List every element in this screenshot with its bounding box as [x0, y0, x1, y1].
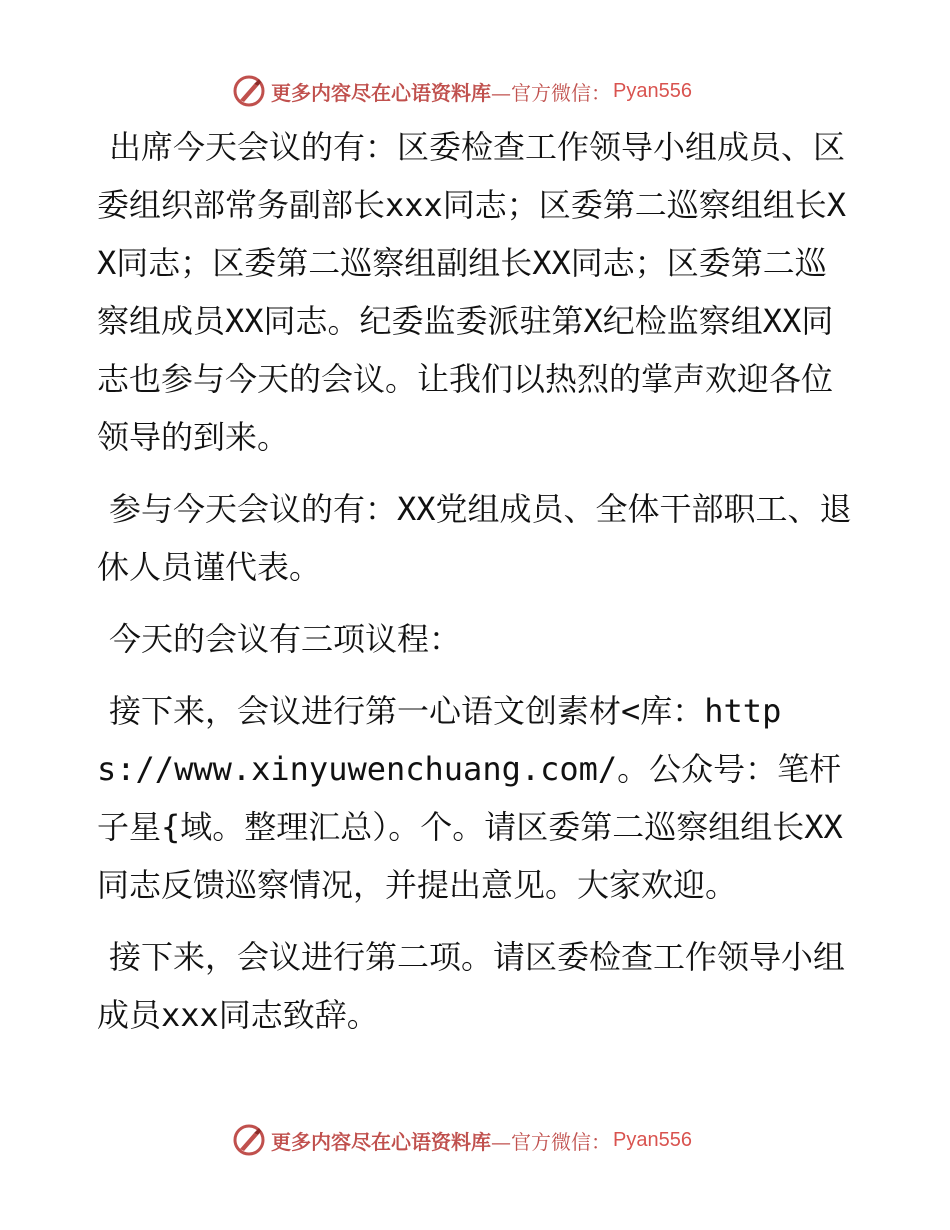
banner-text: 更多内容尽在心语资料库	[271, 80, 491, 105]
document-body	[97, 118, 857, 1058]
header-banner	[232, 73, 692, 109]
paragraph-attendees: 出席今天会议的有：区委检查工作领导小组成员、区委组织部常务副部长xxx同志；区委第二巡察组组长XX同志；区委第二巡察组副组长XX同志；区委第二巡察组成员XX同志。纪委监委派驻第X纪检监察组XX同志也参与今天的会议。让我们以热烈的掌声欢迎各位领导的到来。	[97, 128, 847, 456]
pen-logo-icon	[232, 74, 266, 108]
banner-separator: —官方微信：	[491, 1129, 611, 1154]
pen-logo-icon	[232, 1123, 266, 1157]
banner-text: 更多内容尽在心语资料库	[271, 1129, 491, 1154]
paragraph-agenda-item-1: 接下来，会议进行第一心语文创素材<库：https://www.xinyuwenchuang.com/。公众号：笔杆子星{域。整理汇总）。个。请区委第二巡察组组长XX同志反馈巡察情况，并提出意见。大家欢迎。	[97, 692, 843, 904]
paragraph-agenda-item-2: 接下来，会议进行第二项。请区委检查工作领导小组成员xxx同志致辞。	[97, 938, 846, 1034]
footer-banner	[232, 1122, 692, 1158]
paragraph-agenda-intro: 今天的会议有三项议程：	[109, 620, 462, 658]
paragraph-participants: 参与今天会议的有：XX党组成员、全体干部职工、退休人员谨代表。	[97, 490, 852, 586]
banner-wechat-id: Pyan556	[613, 1128, 692, 1151]
banner-wechat-id: Pyan556	[613, 79, 692, 102]
banner-separator: —官方微信：	[491, 80, 611, 105]
